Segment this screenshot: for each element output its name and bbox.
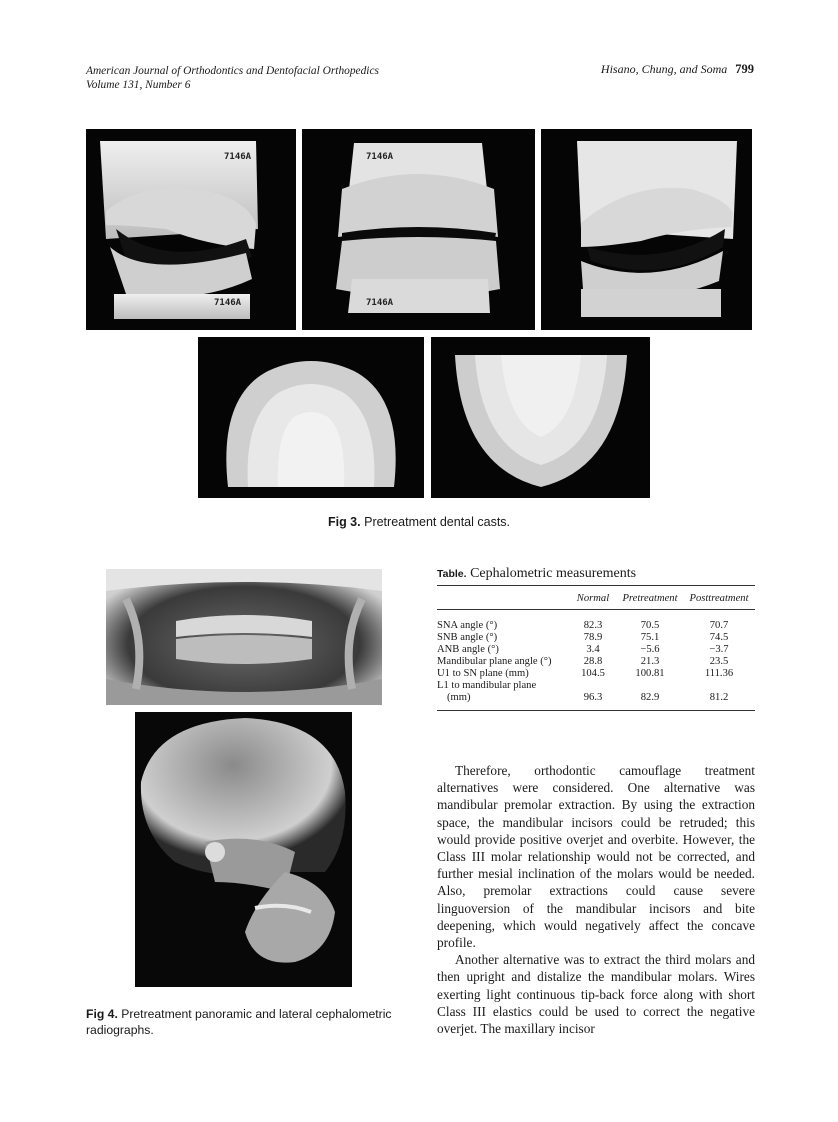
column-header: Pretreatment [617, 586, 683, 610]
body-paragraph: Another alternative was to extract the third molars and then upright and distalize the mandibular molars. Wires exerting light continuous tip-back force along with short Class III elastics could be used to correct the negative overjet. The maxillary incisor [437, 952, 755, 1037]
pretreatment-cell: 21.3 [640, 656, 660, 667]
table-title [437, 566, 636, 582]
fig4-caption [86, 1006, 416, 1038]
fig4-caption-text: Pretreatment panoramic and lateral cephalometric radiographs. [86, 1007, 392, 1037]
table-row [437, 680, 755, 692]
body-text [437, 762, 755, 1037]
table-row [437, 610, 755, 633]
cast-photo-mandibular-occlusal [431, 337, 650, 498]
normal-cell: 104.5 [581, 668, 605, 679]
author-names: Hisano, Chung, and Soma [600, 62, 728, 76]
lateral-cephalometric-radiograph [135, 712, 352, 987]
normal-cell: 28.8 [583, 656, 603, 667]
pretreatment-cell: −5.6 [640, 644, 660, 655]
normal-cell: 82.3 [583, 620, 603, 631]
table-row [437, 644, 755, 656]
pretreatment-cell: 100.81 [635, 668, 665, 679]
table-header-row [437, 586, 755, 610]
body-paragraph: Therefore, orthodontic camouflage treatment alternatives were considered. One alternative was mandibular premolar extraction. By using the extraction space, the mandibular incisors could be retruded; this would provide positive overjet and overbite. However, the Class III molar relationship would not be corrected, and further mesial inclination of the molars would be needed. Also, premolar extractions could cause severe linguoversion of the mandibular incisors and bite deepening, which would negatively affect the concave profile. [437, 763, 755, 951]
table-row [437, 632, 755, 644]
page-number: 799 [735, 62, 754, 76]
column-header [437, 586, 569, 610]
pretreatment-cell: 70.5 [640, 620, 660, 631]
panoramic-radiograph [106, 569, 382, 705]
fig4-label: Fig 4. [86, 1007, 118, 1021]
measure-cell: ANB angle (°) [437, 644, 499, 655]
table-label: Table. [437, 568, 467, 580]
measure-cell: SNB angle (°) [437, 632, 498, 643]
column-header: Normal [569, 586, 617, 610]
pretreatment-cell: 82.9 [617, 692, 683, 711]
posttreatment-cell: 23.5 [709, 656, 729, 667]
posttreatment-cell: 74.5 [709, 632, 729, 643]
running-header-left [86, 64, 379, 92]
measure-cell: L1 to mandibular plane [437, 680, 537, 691]
table-row [437, 692, 755, 711]
measure-cell: SNA angle (°) [437, 620, 498, 631]
cast-photo-right-lateral [86, 129, 296, 330]
fig3-label: Fig 3. [327, 515, 361, 529]
cast-label-upper: 7146A [224, 152, 252, 162]
pretreatment-cell [617, 680, 683, 692]
normal-cell [569, 680, 617, 692]
cast-photo-left-lateral [541, 129, 752, 330]
cast-photo-frontal [302, 129, 535, 330]
posttreatment-cell: 81.2 [683, 692, 755, 711]
measure-cell: (mm) [437, 692, 569, 711]
measure-cell: Mandibular plane angle (°) [437, 656, 552, 667]
cast-label-upper: 7146A [366, 152, 394, 162]
cast-photo-maxillary-occlusal [198, 337, 424, 498]
table-title-text: Cephalometric measurements [470, 566, 637, 581]
posttreatment-cell: −3.7 [709, 644, 729, 655]
column-header: Posttreatment [683, 586, 755, 610]
posttreatment-cell [683, 680, 755, 692]
cast-label-lower: 7146A [214, 298, 242, 308]
posttreatment-cell: 70.7 [709, 620, 729, 631]
pretreatment-cell: 75.1 [640, 632, 660, 643]
journal-volume: Volume 131, Number 6 [86, 79, 191, 91]
table-row [437, 668, 755, 680]
measure-cell: U1 to SN plane (mm) [437, 668, 529, 679]
cast-label-lower: 7146A [366, 298, 394, 308]
table-row [437, 656, 755, 668]
fig3-caption-text: Pretreatment dental casts. [364, 515, 511, 529]
normal-cell: 3.4 [586, 644, 600, 655]
cephalometric-table [437, 585, 755, 711]
posttreatment-cell: 111.36 [704, 668, 734, 679]
normal-cell: 96.3 [569, 692, 617, 711]
normal-cell: 78.9 [583, 632, 603, 643]
journal-title: American Journal of Orthodontics and Dentofacial Orthopedics [86, 65, 379, 77]
running-header-right [601, 62, 754, 77]
fig3-caption [0, 515, 838, 529]
